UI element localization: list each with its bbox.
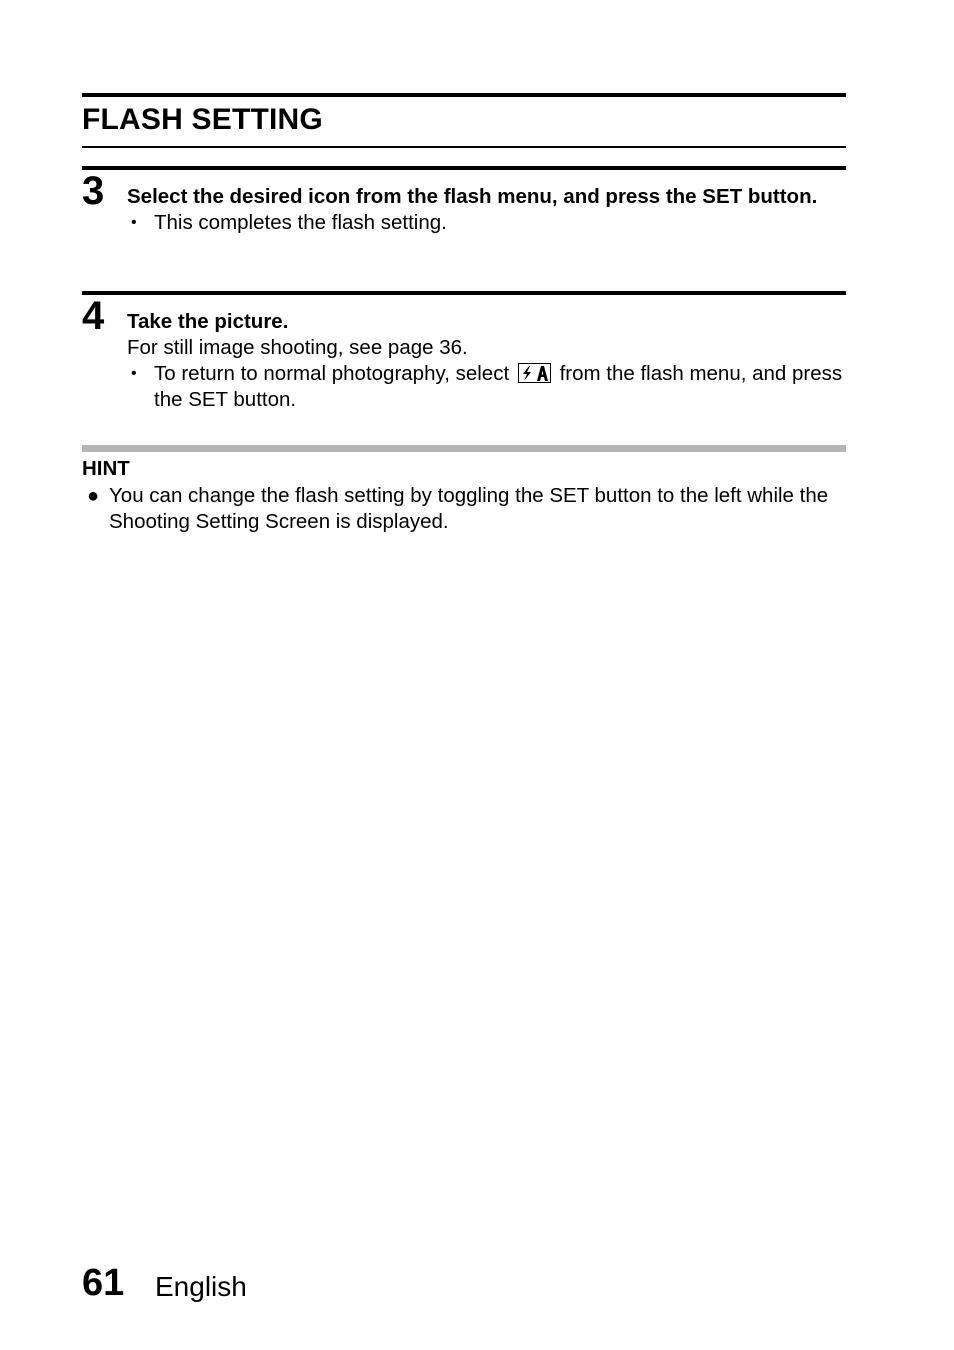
bullet-dot: • bbox=[131, 214, 137, 231]
step-3-bullet-text: This completes the flash setting. bbox=[154, 211, 447, 234]
step-4-bullet-text-before: To return to normal photography, select bbox=[154, 362, 510, 385]
step-4-bullet bbox=[127, 361, 847, 413]
hint-bullet-dot: ● bbox=[87, 485, 100, 507]
step-3-instruction: Select the desired icon from the flash menu, and press the SET button. bbox=[127, 185, 818, 208]
step-4-number: 4 bbox=[82, 294, 105, 338]
step-3-body bbox=[127, 184, 847, 236]
step-4-body bbox=[127, 309, 847, 413]
page-language: English bbox=[155, 1271, 247, 1302]
header-top-rule bbox=[82, 93, 846, 97]
flash-auto-icon bbox=[518, 363, 551, 383]
step-4-instruction: Take the picture. bbox=[127, 310, 289, 333]
step-4-note: For still image shooting, see page 36. bbox=[127, 336, 468, 359]
hint-body bbox=[82, 483, 846, 535]
step-3-rule bbox=[82, 166, 846, 170]
hint-label: HINT bbox=[82, 457, 130, 480]
hint-text: You can change the flash setting by toggling the SET button to the left while the Shooting Setting Screen is displayed. bbox=[109, 484, 829, 533]
hint-rule bbox=[82, 445, 846, 452]
bullet-dot: • bbox=[131, 365, 137, 382]
page-title: FLASH SETTING bbox=[82, 103, 323, 136]
step-4-bullet-text-after: from the flash menu, and press the SET button. bbox=[154, 362, 843, 411]
step-3-bullet bbox=[127, 210, 847, 236]
header-bottom-rule bbox=[82, 146, 846, 148]
step-4-rule bbox=[82, 291, 846, 295]
step-3-number: 3 bbox=[82, 169, 105, 213]
page-number: 61 bbox=[82, 1262, 125, 1304]
